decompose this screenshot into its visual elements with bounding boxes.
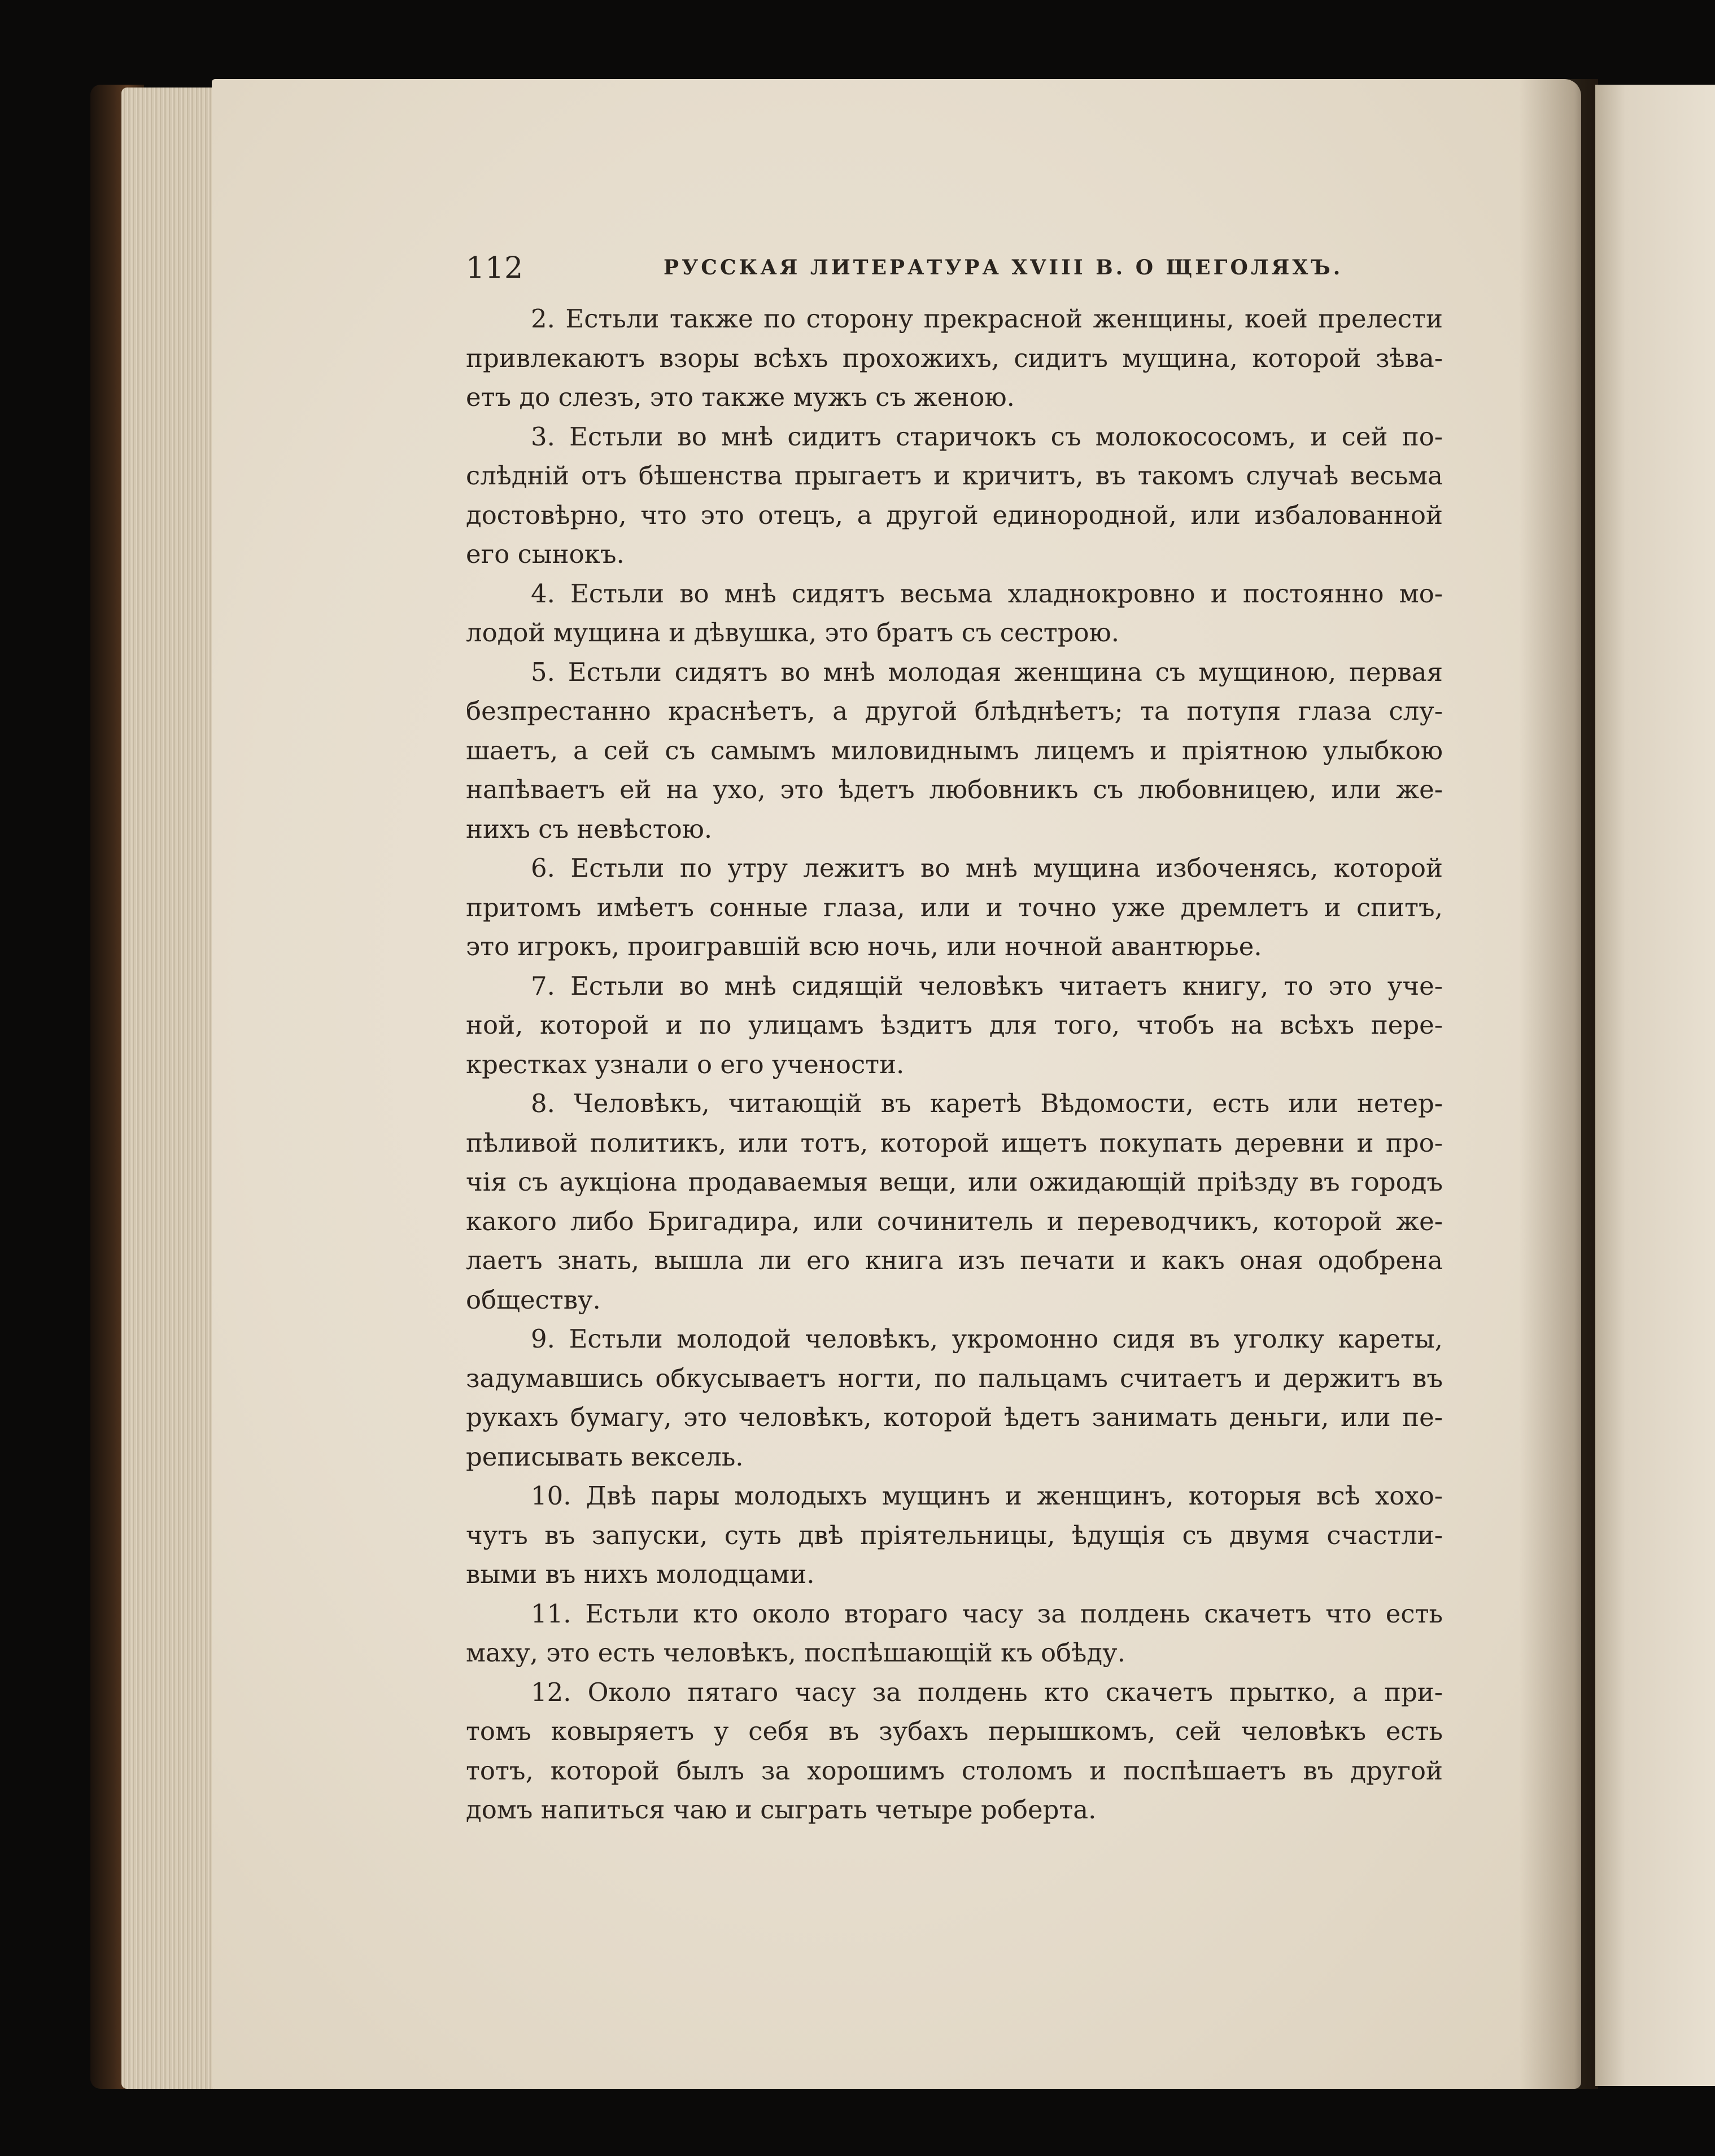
text-line: задумавшись обкусываетъ ногти, по пальцамъ считаетъ и держитъ въ: [466, 1363, 1443, 1393]
paragraph: [466, 849, 1443, 967]
text-line: нихъ съ невѣстою.: [466, 814, 713, 844]
paragraph: [466, 299, 1443, 417]
text-line: 6. Естьли по утру лежитъ во мнѣ мущина избоченясь, которой: [531, 853, 1443, 883]
text-line: слѣднiй отъ бѣшенства прыгаетъ и кричитъ, въ такомъ случаѣ весьма: [466, 461, 1443, 491]
text-line: тотъ, которой былъ за хорошимъ столомъ и поспѣшаетъ въ другой: [466, 1755, 1443, 1786]
page-edges: [121, 88, 217, 2089]
text-line: маху, это есть человѣкъ, поспѣшающiй къ обѣду.: [466, 1638, 1125, 1668]
text-line: 5. Естьли сидятъ во мнѣ молодая женщина съ мущиною, первая: [531, 657, 1443, 687]
paragraph: [466, 1319, 1443, 1476]
paragraph: [466, 1594, 1443, 1673]
text-line: 10. Двѣ пары молодыхъ мущинъ и женщинъ, которыя всѣ хохо-: [531, 1481, 1443, 1511]
text-line: 9. Естьли молодой человѣкъ, укромонно сидя въ уголку кареты,: [531, 1324, 1443, 1354]
text-line: 12. Около пятаго часу за полдень кто скачетъ прытко, а при-: [531, 1677, 1443, 1707]
text-line: лаетъ знать, вышла ли его книга изъ печати и какъ оная одобрена: [466, 1245, 1443, 1275]
text-line: 11. Естьли кто около втораго часу за полдень скачетъ что есть: [531, 1598, 1443, 1629]
text-line: чiя съ аукцiона продаваемыя вещи, или ожидающiй прiѣзду въ городъ: [466, 1167, 1443, 1197]
text-line: 8. Человѣкъ, читающiй въ каретѣ Вѣдомости, есть или нетер-: [531, 1088, 1443, 1118]
page-body: [466, 299, 1443, 1830]
text-line: напѣваетъ ей на ухо, это ѣдетъ любовникъ съ любовницею, или же-: [466, 775, 1443, 804]
text-line: 7. Естьли во мнѣ сидящiй человѣкъ читаетъ книгу, то это уче-: [531, 970, 1443, 1001]
text-line: ной, которой и по улицамъ ѣздитъ для того, чтобъ на всѣхъ пере-: [466, 1010, 1443, 1040]
paragraph: [466, 653, 1443, 849]
facing-page-edge: [1595, 85, 1715, 2086]
text-line: лодой мущина и дѣвушка, это братъ съ сестрою.: [466, 618, 1120, 648]
text-line: какого либо Бригадира, или сочинитель и переводчикъ, которой же-: [466, 1206, 1443, 1236]
text-line: его сынокъ.: [466, 539, 625, 569]
text-line: 4. Естьли во мнѣ сидятъ весьма хладнокровно и постоянно мо-: [531, 578, 1443, 609]
text-line: домъ напиться чаю и сыграть четыре роберта.: [466, 1795, 1097, 1825]
paragraph: [466, 1673, 1443, 1830]
text-line: шаетъ, а сей съ самымъ миловиднымъ лицемъ и прiятною улыбкою: [466, 735, 1443, 766]
running-title: РУССКАЯ ЛИТЕРАТУРА XVIII В. О ЩЕГОЛЯХЪ.: [664, 256, 1343, 279]
text-line: выми въ нихъ молодцами.: [466, 1559, 815, 1589]
paragraph: [466, 417, 1443, 574]
paragraph: [466, 1084, 1443, 1319]
paragraph: [466, 967, 1443, 1084]
text-line: чутъ въ запуски, суть двѣ прiятельницы, ѣдущiя съ двумя счастли-: [466, 1520, 1443, 1550]
text-line: привлекаютъ взоры всѣхъ прохожихъ, сидитъ мущина, которой зѣва-: [466, 343, 1443, 373]
text-line: етъ до слезъ, это также мужъ съ женою.: [466, 382, 1015, 412]
text-line: реписывать вексель.: [466, 1441, 744, 1472]
text-line: притомъ имѣетъ сонные глаза, или и точно уже дремлетъ и спитъ,: [466, 892, 1443, 922]
text-line: это игрокъ, проигравшiй всю ночь, или ночной авантюрье.: [466, 932, 1262, 961]
running-header: [466, 251, 1443, 285]
text-line: обществу.: [466, 1284, 601, 1315]
text-line: рукахъ бумагу, это человѣкъ, которой ѣдетъ занимать деньги, или пе-: [466, 1402, 1443, 1432]
text-line: 2. Естьли также по сторону прекрасной женщины, коей прелести: [531, 304, 1443, 334]
page-number: 112: [466, 251, 524, 285]
paragraph: [466, 574, 1443, 653]
text-line: пѣливой политикъ, или тотъ, которой ищетъ покупать деревни и про-: [466, 1127, 1443, 1158]
text-line: крестках узнали о его учености.: [466, 1049, 905, 1079]
paragraph: [466, 1476, 1443, 1594]
text-line: томъ ковыряетъ у себя въ зубахъ перышкомъ, сей человѣкъ есть: [466, 1716, 1443, 1746]
text-line: 3. Естьли во мнѣ сидитъ старичокъ съ молокососомъ, и сей по-: [531, 421, 1443, 452]
page-gutter-shadow: [1519, 79, 1598, 2089]
text-line: достовѣрно, что это отецъ, а другой единородной, или избалованной: [466, 500, 1443, 530]
text-line: безпрестанно краснѣетъ, а другой блѣднѣетъ; та потупя глаза слу-: [466, 696, 1443, 726]
